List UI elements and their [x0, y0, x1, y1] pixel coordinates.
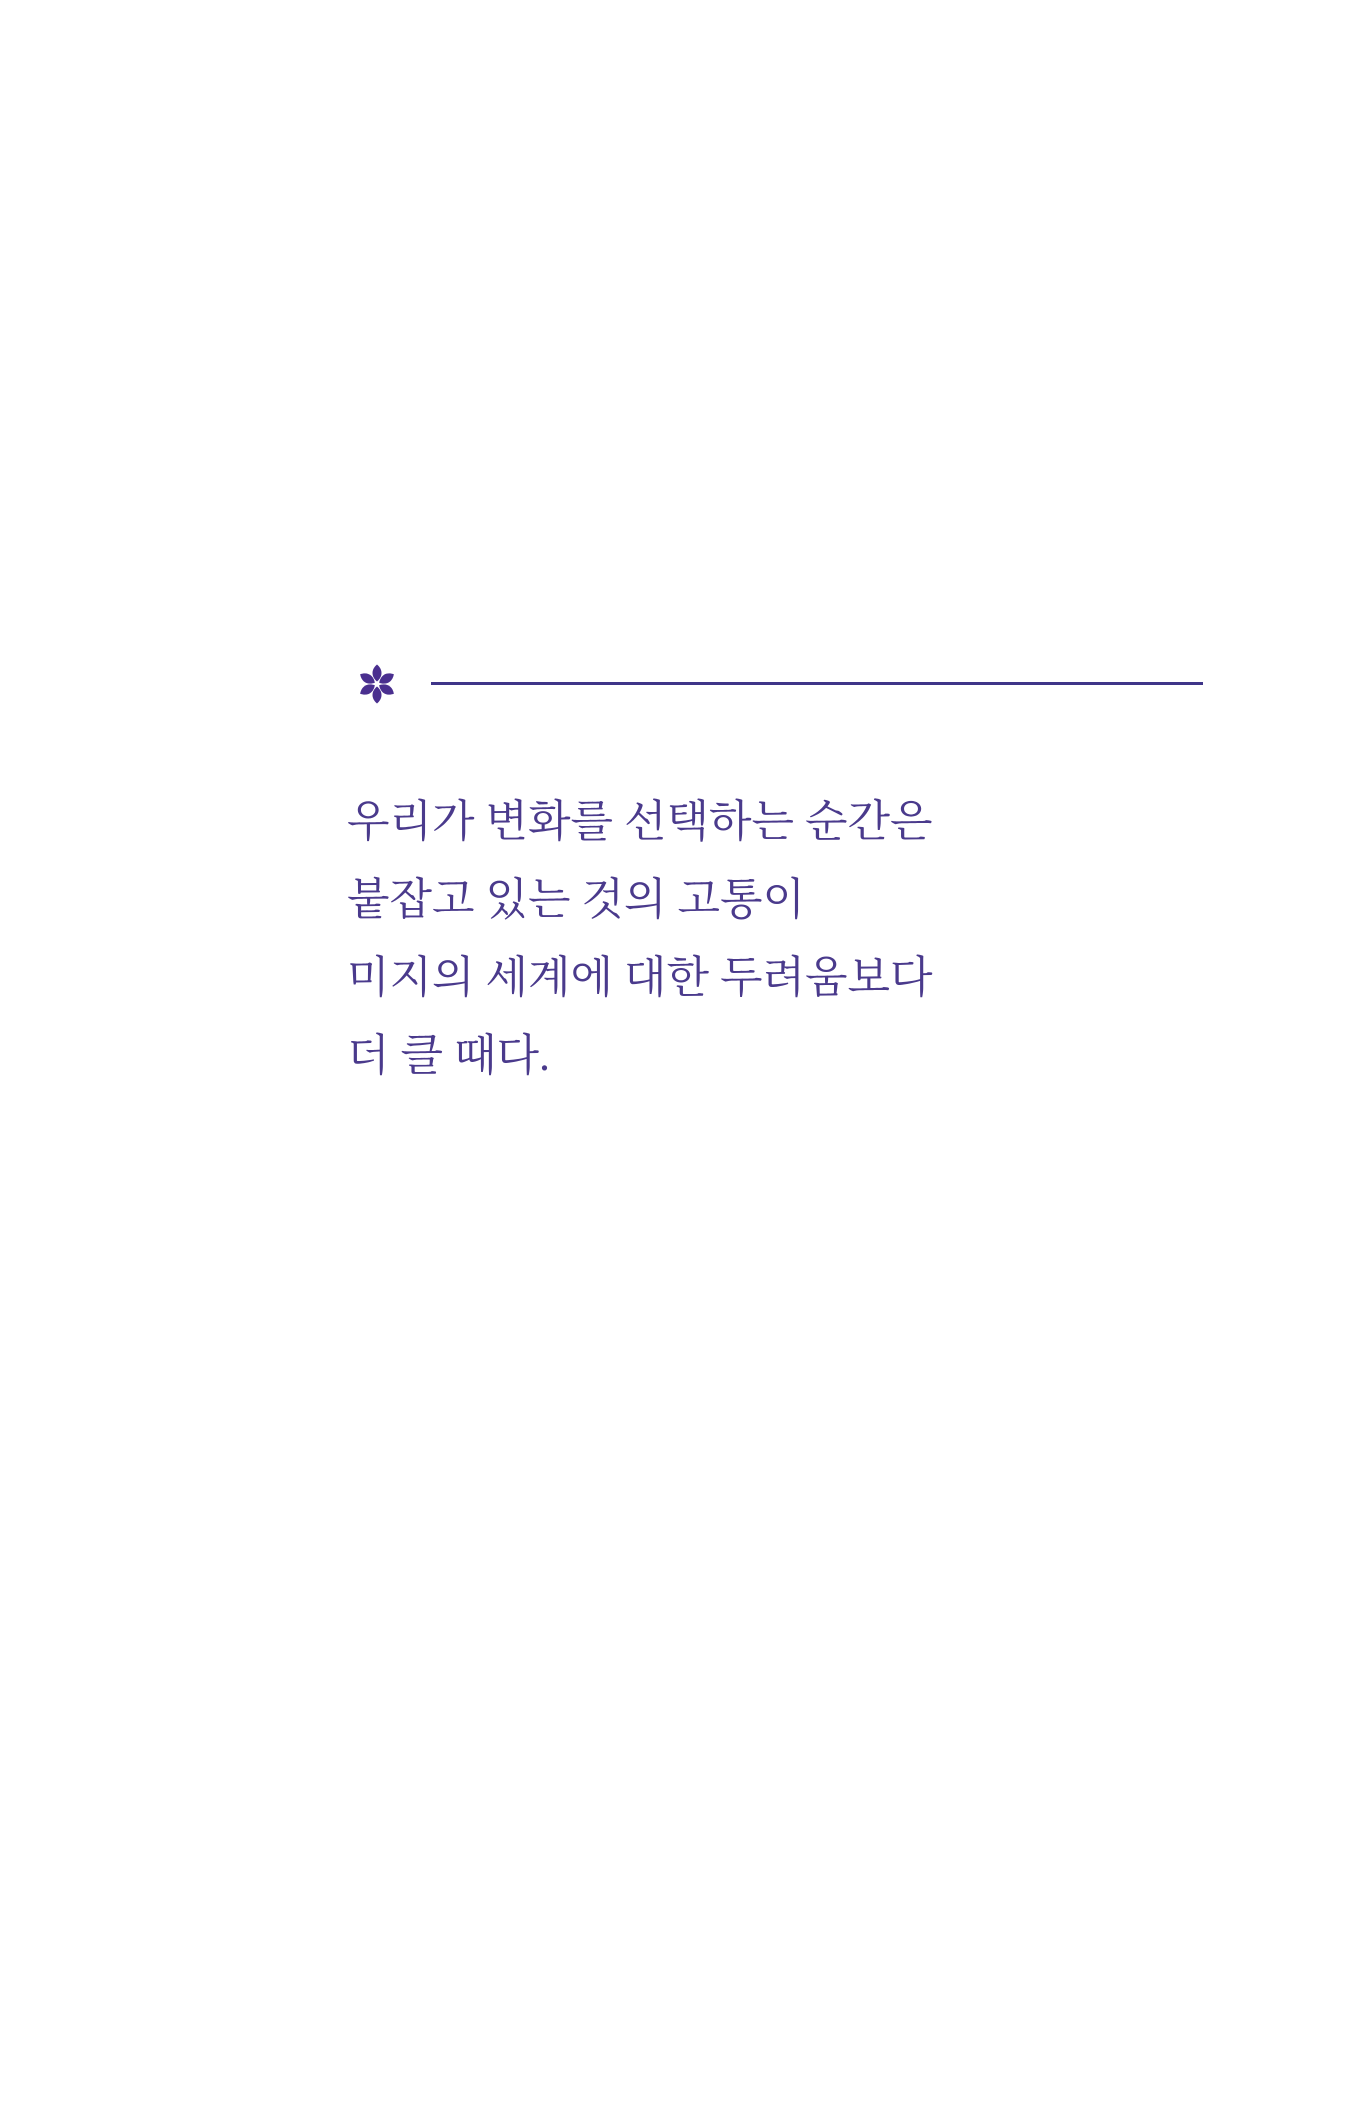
quote-line-3: 미지의 세계에 대한 두려움보다	[347, 953, 933, 1002]
teardrop-asterisk-icon	[356, 663, 398, 705]
quote-block	[347, 783, 1107, 1095]
quote-line-2: 붙잡고 있는 것의 고통이	[347, 875, 806, 924]
quote-line-4: 더 클 때다.	[347, 1031, 551, 1080]
divider-rule	[431, 682, 1203, 685]
quote-line-1: 우리가 변화를 선택하는 순간은	[347, 797, 933, 846]
